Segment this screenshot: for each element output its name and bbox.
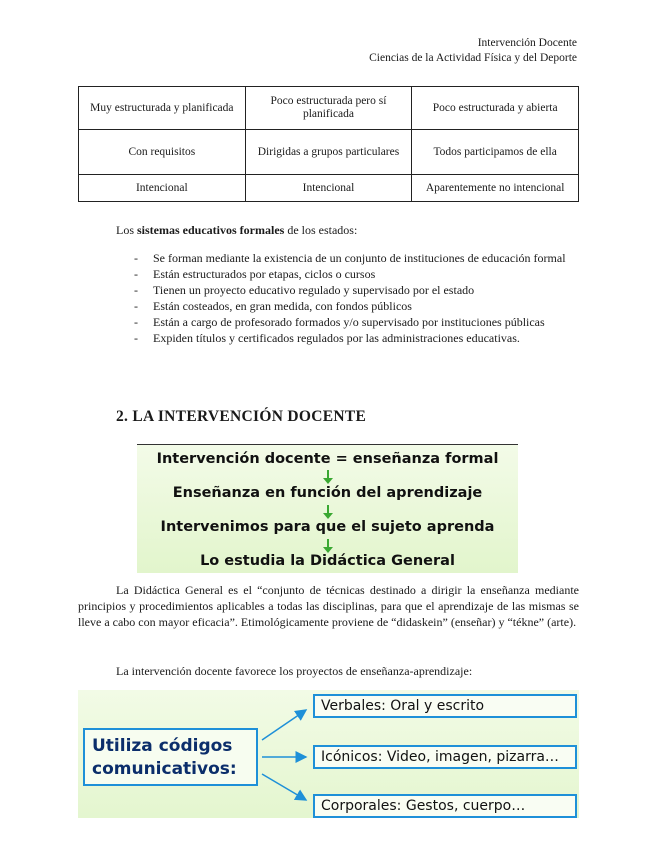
comparison-table: [78, 86, 579, 202]
table-cell: Intencional: [79, 175, 246, 202]
list-item: - Tienen un proyecto educativo regulado y supervisado por el estado: [78, 282, 579, 298]
header-subtitle: Ciencias de la Actividad Física y del Deporte: [369, 52, 577, 64]
codes-diagram: [78, 690, 579, 818]
table-row: [79, 175, 579, 202]
down-arrow-icon: [322, 539, 334, 553]
intro-before: Los: [116, 223, 137, 237]
didactica-paragraph: La Didáctica General es el “conjunto de técnicas destinado a dirigir la enseñanza mediante principios y procedimientos aplicables a todas las disciplinas, para que el aprendizaje de las mismas se lleve a cabo con mayor eficacia”. Etimológicamente proviene de “didaskein” (enseñar) y “tékne” (arte).: [78, 583, 579, 629]
intro-after: de los estados:: [284, 223, 358, 237]
intro-bold: sistemas educativos formales: [137, 223, 285, 237]
flow-step-2: Enseñanza en función del aprendizaje: [172, 485, 483, 501]
table-cell: Todos participamos de ella: [412, 130, 579, 175]
code-verbal: Verbales: Oral y escrito: [313, 694, 577, 718]
list-item: - Están costeados, en gran medida, con fondos públicos: [78, 298, 579, 314]
flow-step-4: Lo estudia la Didáctica General: [200, 553, 455, 569]
list-item: - Expiden títulos y certificados regulados por las administraciones educativas.: [78, 330, 579, 346]
list-item: - Están estructurados por etapas, ciclos o cursos: [78, 266, 579, 282]
table-cell: Con requisitos: [79, 130, 246, 175]
section-title: 2. LA INTERVENCIÓN DOCENTE: [116, 408, 367, 425]
codes-main-box: Utiliza códigos comunicativos:: [83, 728, 258, 786]
list-item: - Están a cargo de profesorado formados y/o supervisado por instituciones públicas: [78, 314, 579, 330]
table-cell: Muy estructurada y planificada: [79, 87, 246, 130]
flow-diagram: [137, 444, 518, 573]
down-arrow-icon: [322, 470, 334, 484]
down-arrow-icon: [322, 505, 334, 519]
header-title: Intervención Docente: [477, 37, 577, 49]
code-iconic: Icónicos: Video, imagen, pizarra…: [313, 745, 577, 769]
code-corporal: Corporales: Gestos, cuerpo…: [313, 794, 577, 818]
table-cell: Dirigidas a grupos particulares: [245, 130, 412, 175]
list-item: - Se forman mediante la existencia de un conjunto de instituciones de educación formal: [78, 250, 579, 266]
flow-step-3: Intervenimos para que el sujeto aprenda: [160, 519, 495, 535]
table-row: [79, 87, 579, 130]
features-list: [78, 250, 579, 346]
table-row: [79, 130, 579, 175]
flow-step-1: Intervención docente = enseñanza formal: [156, 451, 499, 467]
table-cell: Poco estructurada pero sí planificada: [245, 87, 412, 130]
table-cell: Intencional: [245, 175, 412, 202]
projects-paragraph: La intervención docente favorece los proyectos de enseñanza-aprendizaje:: [116, 664, 473, 678]
table-cell: Aparentemente no intencional: [412, 175, 579, 202]
table-cell: Poco estructurada y abierta: [412, 87, 579, 130]
systems-intro: [116, 223, 357, 238]
page-header: [369, 36, 577, 66]
